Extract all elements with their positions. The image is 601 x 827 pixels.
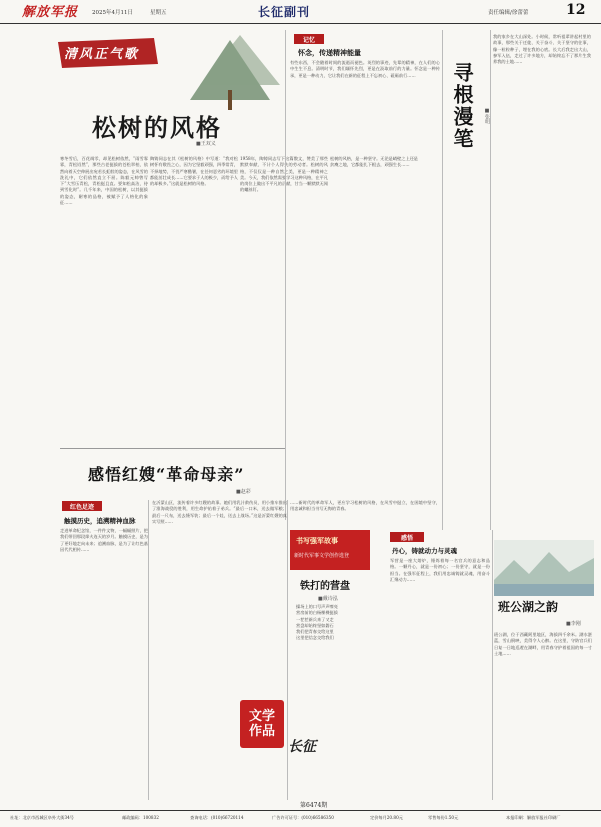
poem-line: 营房前的白杨棵棵挺拔	[296, 610, 338, 616]
date: 2025年4月11日	[92, 10, 133, 16]
hongsao-title: 感悟红嫂“革命母亲”	[88, 465, 245, 484]
jiyi-body: 有些东西，不会随着时间的流逝而褪色。英烈的事迹，先辈的精神，在人们的心中生生不息。清明时节，我们缅怀先烈，更是在汲取前行的力量。怀念是一种传承，更是一种动力，它让我们在新的征程上不忘初心、砥砺前行……	[290, 60, 440, 78]
banjihu-author: ■李刚	[566, 621, 581, 627]
book-banner-line2: 新时代军事文学创作选登	[294, 553, 350, 559]
weekday: 星期五	[150, 10, 167, 16]
banner-text: 清风正气歌	[64, 47, 140, 62]
footer	[0, 813, 601, 825]
footer-address: 社址：北京市西城区阜外大街34号	[10, 815, 74, 820]
footer-rule	[0, 810, 601, 811]
qingfeng-title: 松树的风格	[92, 113, 222, 142]
col-divider	[287, 500, 288, 800]
xungen-title: 寻根漫笔	[450, 62, 474, 150]
poem-line: 操场上的口号声声嘹亮	[296, 604, 338, 609]
book-title: 铁打的营盘	[300, 581, 350, 592]
footer-print: 零售每份1.50元	[428, 815, 459, 820]
lake-illustration	[494, 540, 594, 596]
col-divider	[492, 530, 493, 800]
hongsezuji-tag: 红色足迹	[62, 501, 102, 511]
qingfeng-col-1: 寒冬雪后，百花凋零，却见松树依然，“雨雪霏霏，青松岿然”，那些古老挺拔的苍松翠柏，依然向着天空伸展出宛若长虹般的姿态，在风雪的洗礼中，它们依然直立不屈。陈毅元帅曾写下“大雪压青松，青松挺且直。要知松高洁，待到雪化时”。几千年来，中国的松树，以其挺拔的姿态，耐寒的品格，被赋予了人格化的象征……	[60, 156, 148, 206]
poem-line: 这里把信念交给我们	[296, 635, 334, 641]
qingfeng-banner	[58, 38, 158, 68]
hongsao-body: 在沂蒙山区，流传着许多红嫂的故事。她们用乳汁救伤员，用小推车推出了淮海战役的胜利，用生命护佑着子弟兵。“最后一口米，送去做军粮；最后一尺布，送去缝军装；最后一个娃，送去上战场。”这是沂蒙红嫂的真实写照……	[152, 500, 287, 524]
editor-line: 责任编辑/徐蕾蕾	[488, 10, 529, 16]
footer-postcode: 邮政编码：100832	[122, 815, 159, 820]
footer-printer: 本报印刷：解放军报社印刷厂	[506, 815, 561, 820]
hongsao-author: ■赵彩	[236, 489, 251, 495]
col-divider	[490, 30, 491, 530]
issue-number: 第6474期	[300, 802, 328, 809]
qingfeng-author: ■王双义	[196, 141, 216, 147]
poem-line: 一茬茬新兵来了又走	[296, 616, 334, 622]
qingfeng-col-4: 松树的风格，是一种坚守。无论是峭壁之上还是贫瘠之地，它都能扎下根去，顽强生长……	[330, 156, 418, 168]
poem-line: 我们把青春交给这里	[296, 629, 334, 635]
xungen-body: 我的家乡在大山深处。小时候，常听祖辈讲起村里的故事，那些关于迁徙、关于奋斗、关于坚守的往事，像一粒粒种子，埋在我的心底。长大后我走出大山，参军入伍，走过了许多地方，却始终忘不了那片生我养我的土地……	[493, 34, 591, 65]
pine-tree-illustration	[170, 30, 290, 110]
footer-price: 定价每月20.80元	[370, 815, 403, 820]
banjihu-title: 班公湖之韵	[498, 600, 559, 614]
masthead	[0, 0, 601, 24]
qingfeng-col-2: 陶铸同志在其《松树的风格》中写道：“我对松树怀有敬畏之心，因为它坚毅顽强，四季常青，不择地势，不畏严寒酷暑，在任何恶劣的环境里都能茁壮成长……它要求于人的极少，而给予人的却极多。”这就是松树的风格。	[150, 156, 238, 187]
col-divider	[442, 30, 443, 530]
ganwu-body: 军营是一座大熔炉，锤炼着每一名官兵的意志和品格。一颗丹心，就是一份初心；一份坚守，就是一份担当。在强军征程上，我们用忠诚铸就灵魂，用奋斗汇聚动力……	[390, 558, 490, 582]
wenxue-seal	[240, 700, 284, 748]
xungen-author: ■张明	[484, 108, 490, 124]
brush-calligraphy: 长征	[288, 739, 316, 755]
book-author: ■戴诗泓	[318, 596, 338, 602]
book-banner-line1: 书写强军故事	[296, 536, 338, 545]
footer-phone1: 查询电话：(010)66720114	[190, 815, 244, 820]
qingfeng-col-3: 1958年，陶铸同志写下这篇散文，赞美了那些默默奉献、不计个人得失的劳动者。松树的风格，不仅仅是一种自然之美，更是一种精神之美。今天，我们依然需要学习这种风格，在平凡的岗位上做出不平凡的贡献，甘当一颗默默无闻的螺丝钉。	[240, 156, 328, 193]
section-name: 长征副刊	[258, 5, 311, 19]
seal-text: 文学作品	[248, 709, 275, 739]
ganwu-tag: 感悟	[390, 532, 424, 542]
jiyi-title: 怀念，传递精神能量	[298, 48, 361, 57]
poem-line: 营盘却始终坚如磐石	[296, 622, 334, 628]
jiyi-continued: ……新时代的革命军人，更应学习松树的风格，在风雪中挺立，在困境中坚守，用忠诚和担当书写无悔的青春。	[290, 500, 440, 512]
jiyi-tag: 记忆	[294, 34, 324, 44]
hongsezuji-body: 走进革命纪念馆，一件件文物，一幅幅照片，把我们带回那段烽火连天的岁月。触摸历史，是为了更好地走向未来；追溯血脉，是为了让红色基因代代相传……	[60, 528, 148, 552]
hongsezuji-title: 触摸历史，追溯精神血脉	[64, 517, 136, 525]
book-banner	[290, 530, 370, 570]
col-divider	[148, 500, 149, 800]
section-rule	[60, 448, 285, 449]
logo: 解放军报	[22, 5, 79, 20]
footer-phone2: 广告许可证号：(010)66586350	[272, 815, 334, 820]
banjihu-body: 班公湖，位于西藏阿里地区，海拔四千余米。湖水湛蓝，雪山倒映，美得令人心醉。在这里，守防官兵们日复一日地巡逻在湖畔，用青春守护着祖国的每一寸土地……	[494, 632, 592, 656]
ganwu-title: 丹心，铸就动力与灵魂	[392, 547, 457, 555]
page-number: 12	[566, 2, 586, 18]
col-divider	[285, 30, 286, 520]
